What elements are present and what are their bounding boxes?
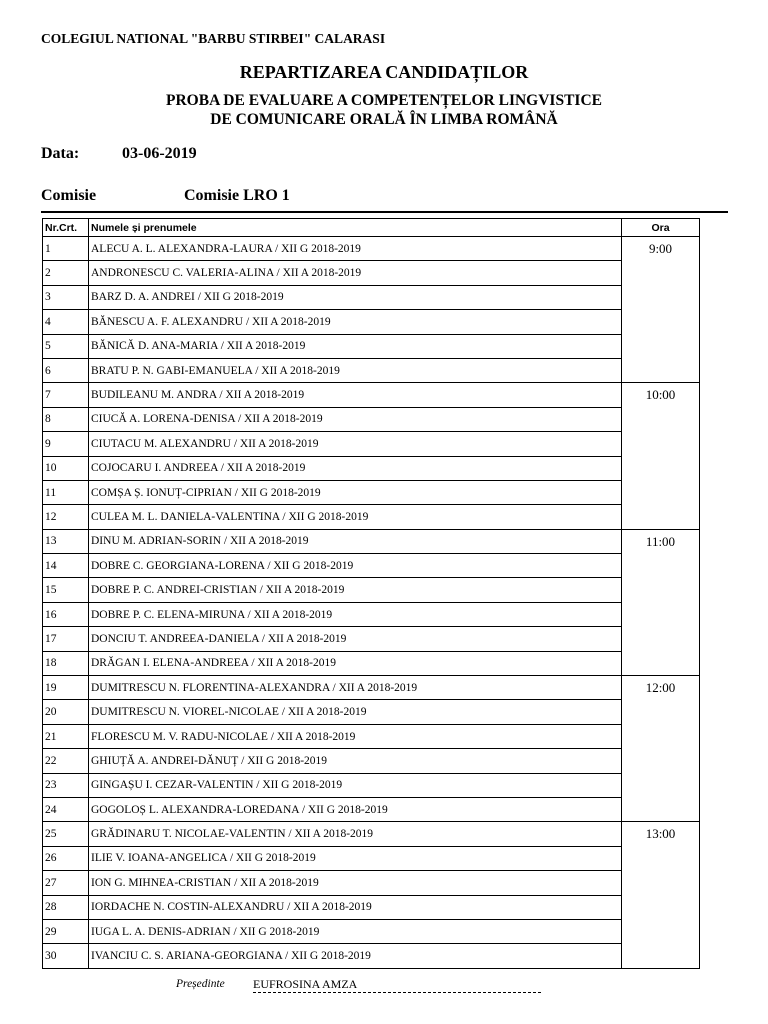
row-number: 11 xyxy=(43,480,89,504)
row-number: 18 xyxy=(43,651,89,675)
table-header-row xyxy=(43,219,700,237)
row-number: 23 xyxy=(43,773,89,797)
candidate-name: DRĂGAN I. ELENA-ANDREEA / XII A 2018-2019 xyxy=(89,651,622,675)
row-number: 30 xyxy=(43,944,89,968)
table-row xyxy=(43,237,700,261)
table-row xyxy=(43,676,700,700)
row-number: 24 xyxy=(43,797,89,821)
row-number: 17 xyxy=(43,627,89,651)
candidate-name: CIUTACU M. ALEXANDRU / XII A 2018-2019 xyxy=(89,432,622,456)
candidate-name: DOBRE P. C. ANDREI-CRISTIAN / XII A 2018-2019 xyxy=(89,578,622,602)
candidate-name: DONCIU T. ANDREEA-DANIELA / XII A 2018-2019 xyxy=(89,627,622,651)
row-number: 20 xyxy=(43,700,89,724)
row-number: 22 xyxy=(43,749,89,773)
candidate-name: GHIUȚĂ A. ANDREI-DĂNUȚ / XII G 2018-2019 xyxy=(89,749,622,773)
date-value: 03-06-2019 xyxy=(122,145,197,162)
row-number: 10 xyxy=(43,456,89,480)
school-name: COLEGIUL NATIONAL "BARBU STIRBEI" CALARASI xyxy=(41,31,386,46)
table-row xyxy=(43,749,700,773)
candidate-name: IORDACHE N. COSTIN-ALEXANDRU / XII A 2018-2019 xyxy=(89,895,622,919)
table-row xyxy=(43,407,700,431)
row-number: 25 xyxy=(43,822,89,846)
candidate-name: BUDILEANU M. ANDRA / XII A 2018-2019 xyxy=(89,383,622,407)
row-number: 3 xyxy=(43,285,89,309)
column-header-nr: Nr.Crt. xyxy=(43,219,89,237)
table-row xyxy=(43,261,700,285)
table-row xyxy=(43,627,700,651)
row-number: 21 xyxy=(43,724,89,748)
table-row xyxy=(43,724,700,748)
time-slot: 12:00 xyxy=(622,676,700,822)
candidate-name: GOGOLOȘ L. ALEXANDRA-LOREDANA / XII G 2018-2019 xyxy=(89,797,622,821)
subtitle-line-2: DE COMUNICARE ORALĂ ÎN LIMBA ROMÂNĂ xyxy=(210,111,558,128)
row-number: 12 xyxy=(43,505,89,529)
table-body xyxy=(43,237,700,969)
candidate-name: BRATU P. N. GABI-EMANUELA / XII A 2018-2019 xyxy=(89,358,622,382)
column-header-name: Numele și prenumele xyxy=(89,219,622,237)
candidate-name: DOBRE C. GEORGIANA-LORENA / XII G 2018-2019 xyxy=(89,554,622,578)
table-row xyxy=(43,871,700,895)
table-row xyxy=(43,480,700,504)
row-number: 9 xyxy=(43,432,89,456)
table-row xyxy=(43,944,700,968)
row-number: 13 xyxy=(43,529,89,553)
table-row xyxy=(43,310,700,334)
column-header-time: Ora xyxy=(622,219,700,237)
candidate-name: BĂNESCU A. F. ALEXANDRU / XII A 2018-2019 xyxy=(89,310,622,334)
table-row xyxy=(43,773,700,797)
header-divider xyxy=(41,211,728,213)
candidate-name: COJOCARU I. ANDREEA / XII A 2018-2019 xyxy=(89,456,622,480)
row-number: 4 xyxy=(43,310,89,334)
row-number: 27 xyxy=(43,871,89,895)
president-name: EUFROSINA AMZA xyxy=(253,977,358,991)
row-number: 29 xyxy=(43,919,89,943)
commission-label: Comisie xyxy=(41,187,97,204)
row-number: 14 xyxy=(43,554,89,578)
candidate-name: BARZ D. A. ANDREI / XII G 2018-2019 xyxy=(89,285,622,309)
candidate-name: CULEA M. L. DANIELA-VALENTINA / XII G 2018-2019 xyxy=(89,505,622,529)
candidate-name: GINGAȘU I. CEZAR-VALENTIN / XII G 2018-2019 xyxy=(89,773,622,797)
candidate-name: BĂNICĂ D. ANA-MARIA / XII A 2018-2019 xyxy=(89,334,622,358)
candidate-name: CIUCĂ A. LORENA-DENISA / XII A 2018-2019 xyxy=(89,407,622,431)
candidate-name: FLORESCU M. V. RADU-NICOLAE / XII A 2018-2019 xyxy=(89,724,622,748)
document-title: REPARTIZAREA CANDIDAȚILOR xyxy=(239,62,529,82)
table-row xyxy=(43,358,700,382)
table-row xyxy=(43,456,700,480)
row-number: 2 xyxy=(43,261,89,285)
commission-value: Comisie LRO 1 xyxy=(184,187,290,204)
candidate-name: IVANCIU C. S. ARIANA-GEORGIANA / XII G 2018-2019 xyxy=(89,944,622,968)
date-label: Data: xyxy=(41,145,80,162)
row-number: 7 xyxy=(43,383,89,407)
table-row xyxy=(43,578,700,602)
subtitle-line-1: PROBA DE EVALUARE A COMPETENȚELOR LINGVISTICE xyxy=(166,92,602,109)
candidate-name: ILIE V. IOANA-ANGELICA / XII G 2018-2019 xyxy=(89,846,622,870)
table-row xyxy=(43,895,700,919)
row-number: 15 xyxy=(43,578,89,602)
candidate-name: COMȘA Ș. IONUȚ-CIPRIAN / XII G 2018-2019 xyxy=(89,480,622,504)
time-slot: 11:00 xyxy=(622,529,700,675)
candidate-name: GRĂDINARU T. NICOLAE-VALENTIN / XII A 2018-2019 xyxy=(89,822,622,846)
row-number: 1 xyxy=(43,237,89,261)
candidate-name: DOBRE P. C. ELENA-MIRUNA / XII A 2018-2019 xyxy=(89,602,622,626)
candidate-name: DINU M. ADRIAN-SORIN / XII A 2018-2019 xyxy=(89,529,622,553)
table-row xyxy=(43,651,700,675)
candidate-name: DUMITRESCU N. FLORENTINA-ALEXANDRA / XII A 2018-2019 xyxy=(89,676,622,700)
table-row xyxy=(43,797,700,821)
row-number: 26 xyxy=(43,846,89,870)
document-subtitle xyxy=(0,91,768,129)
table-row xyxy=(43,529,700,553)
candidate-name: ALECU A. L. ALEXANDRA-LAURA / XII G 2018-2019 xyxy=(89,237,622,261)
table-row xyxy=(43,432,700,456)
table-row xyxy=(43,700,700,724)
table-row xyxy=(43,554,700,578)
row-number: 8 xyxy=(43,407,89,431)
table-row xyxy=(43,602,700,626)
table-row xyxy=(43,334,700,358)
time-slot: 9:00 xyxy=(622,237,700,383)
candidate-name: ANDRONESCU C. VALERIA-ALINA / XII A 2018-2019 xyxy=(89,261,622,285)
candidate-name: IUGA L. A. DENIS-ADRIAN / XII G 2018-2019 xyxy=(89,919,622,943)
time-slot: 10:00 xyxy=(622,383,700,529)
candidate-name: ION G. MIHNEA-CRISTIAN / XII A 2018-2019 xyxy=(89,871,622,895)
row-number: 19 xyxy=(43,676,89,700)
table-row xyxy=(43,285,700,309)
candidates-table xyxy=(42,218,700,969)
signature-line xyxy=(253,992,541,993)
row-number: 28 xyxy=(43,895,89,919)
table-row xyxy=(43,383,700,407)
candidate-name: DUMITRESCU N. VIOREL-NICOLAE / XII A 2018-2019 xyxy=(89,700,622,724)
row-number: 5 xyxy=(43,334,89,358)
table-row xyxy=(43,919,700,943)
row-number: 6 xyxy=(43,358,89,382)
table-row xyxy=(43,846,700,870)
time-slot: 13:00 xyxy=(622,822,700,968)
row-number: 16 xyxy=(43,602,89,626)
president-label: Președinte xyxy=(176,978,225,990)
table-row xyxy=(43,505,700,529)
table-row xyxy=(43,822,700,846)
